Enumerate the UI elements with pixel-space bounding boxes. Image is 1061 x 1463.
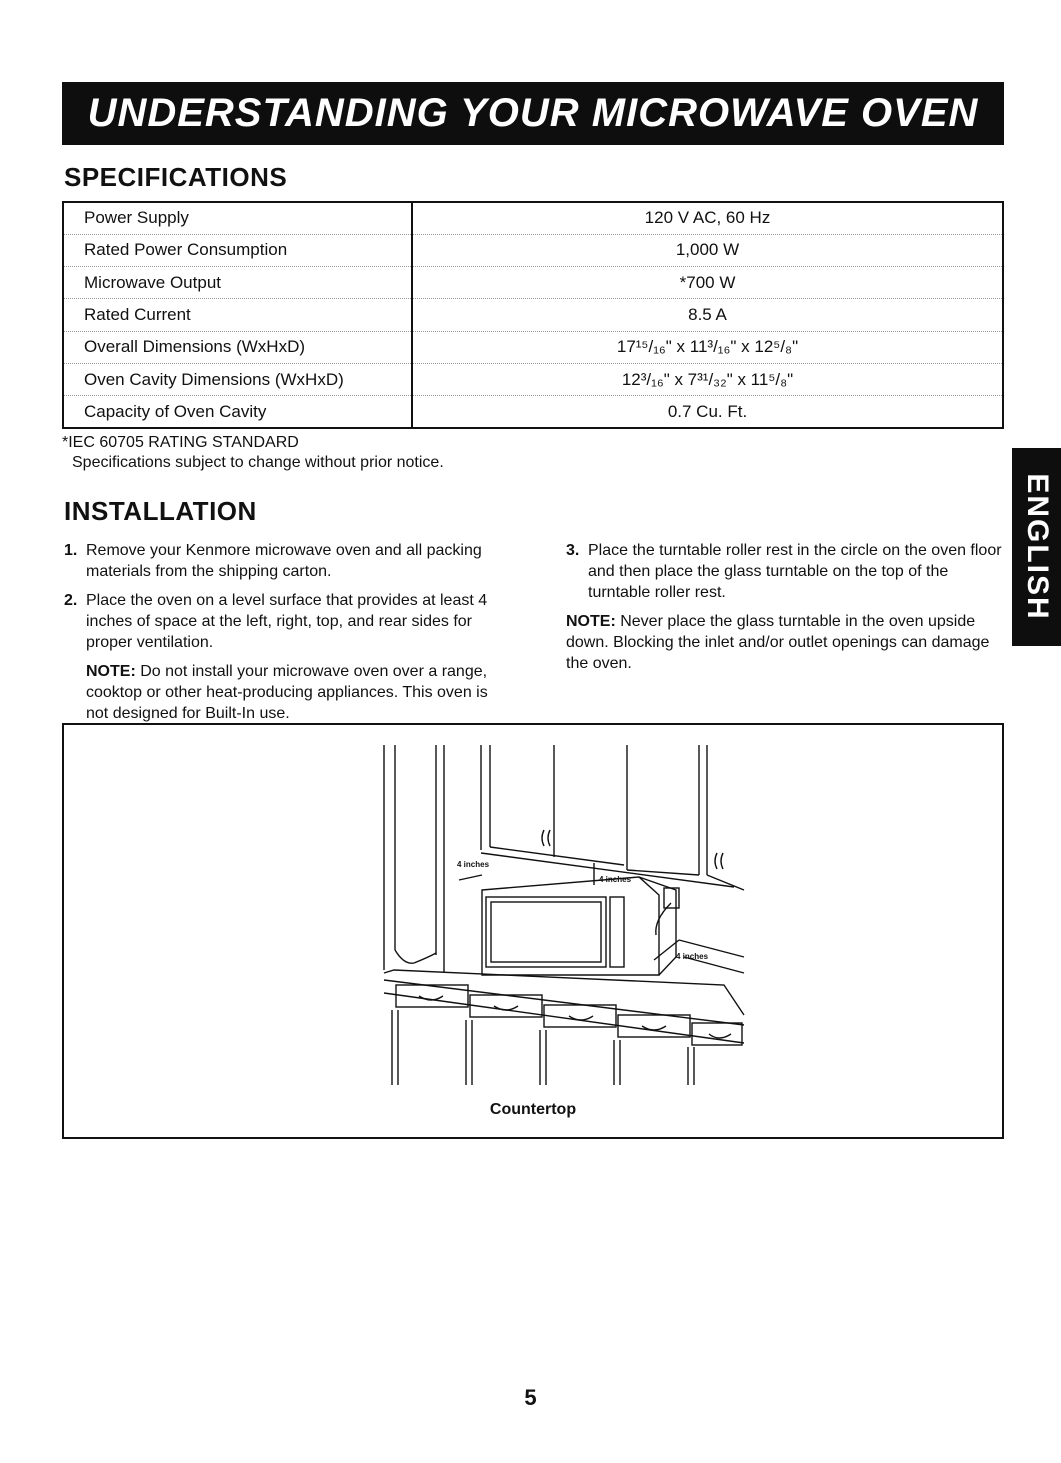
language-side-tab [1012,448,1061,646]
installation-left-column [64,540,504,724]
page-number: 5 [524,1385,537,1410]
language-label: ENGLISH [1020,473,1054,621]
left-clearance-arrow [459,875,482,880]
installation-step [64,590,504,653]
note-label: NOTE: [566,613,616,630]
table-row [63,234,1003,266]
spec-label: Capacity of Oven Cavity [63,396,412,428]
change-notice-footnote: Specifications subject to change without prior notice. [72,454,444,471]
spec-value: 17¹⁵/₁₆" x 11³/₁₆" x 12⁵/₈" [412,331,1003,363]
spec-label: Power Supply [63,202,412,234]
cabinet-handle [542,830,550,846]
spec-value: 8.5 A [412,299,1003,331]
wall-line [707,875,744,890]
drawer-handle [709,1034,731,1038]
installation-heading: INSTALLATION [64,496,257,526]
installation-note [64,661,504,724]
step-text: Place the turntable roller rest in the circle on the oven floor and then place the glass turntable on the top of the turntable roller rest. [588,542,1002,601]
spec-value: 12³/₁₆" x 7³¹/₃₂" x 11⁵/₈" [412,363,1003,395]
microwave-control-panel [610,897,624,967]
figure-caption: Countertop [489,1101,577,1118]
turntable-note [566,611,1006,674]
table-row [63,363,1003,395]
note-label: NOTE: [86,663,136,680]
microwave-clearance-illustration [64,725,1002,1137]
page-banner-title: UNDERSTANDING YOUR MICROWAVE OVEN [62,82,1004,145]
step-number: 1. [64,542,78,559]
spec-label: Oven Cavity Dimensions (WxHxD) [63,363,412,395]
step-number: 3. [566,542,580,559]
wall-outlet [664,888,679,908]
specifications-heading: SPECIFICATIONS [64,162,288,192]
spec-value: 120 V AC, 60 Hz [412,202,1003,234]
spec-label: Overall Dimensions (WxHxD) [63,331,412,363]
table-row [63,267,1003,299]
spec-label: Rated Power Consumption [63,234,412,266]
counter-edge [384,970,744,1015]
spec-value: 1,000 W [412,234,1003,266]
microwave-side [639,877,676,975]
step-text: Remove your Kenmore microwave oven and all packing materials from the shipping carton. [86,542,482,580]
drawer-handle [419,996,443,1000]
note-text: Do not install your microwave oven over a range, cooktop or other heat-producing appliances. This oven is not designed for Built-In use. [86,663,488,722]
spec-value: 0.7 Cu. Ft. [667,401,748,421]
microwave-window-inner [491,902,601,962]
left-clearance-label: 4 inches [457,860,490,869]
installation-step [64,540,504,582]
cabinet-door-curve [395,950,436,963]
cabinet-bottom [490,847,624,865]
rear-clearance-label: 4 inches [676,952,709,961]
cabinet-handle [715,853,723,869]
rating-standard-footnote: *IEC 60705 RATING STANDARD [62,434,299,451]
step-number: 2. [64,592,78,609]
table-row [63,396,1003,428]
microwave-window [486,897,606,967]
table-row [63,331,1003,363]
microwave-body [482,877,659,975]
top-clearance-label: 4 inches [599,875,632,884]
spec-label: Rated Current [63,299,412,331]
specifications-table [62,201,1004,429]
installation-step [566,540,1006,603]
note-text: Never place the glass turntable in the oven upside down. Blocking the inlet and/or outlet openings can damage the oven. [566,613,990,672]
installation-figure [62,723,1004,1139]
spec-label: Microwave Output [63,267,412,299]
installation-right-column [566,540,1006,674]
step-text: Place the oven on a level surface that provides at least 4 inches of space at the left, right, top, and rear sides for proper ventilation. [86,592,488,651]
table-row [63,202,1003,234]
spec-value: *700 W [412,267,1003,299]
table-row [63,299,1003,331]
